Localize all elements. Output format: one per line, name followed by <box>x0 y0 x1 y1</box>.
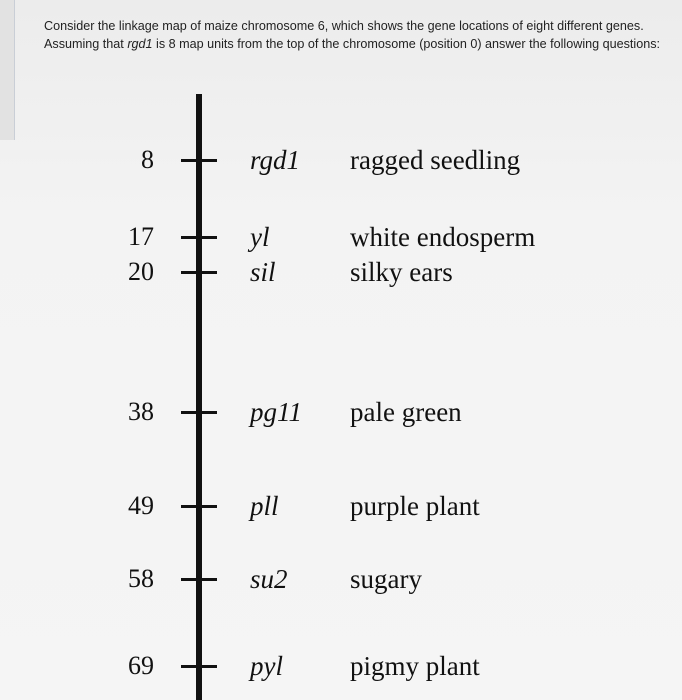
locus-position: 38 <box>128 397 154 426</box>
locus-phenotype: silky ears <box>350 257 453 287</box>
locus-position: 8 <box>141 145 154 174</box>
question-gene-reference: rgd1 <box>127 36 153 51</box>
locus-phenotype: pale green <box>350 397 462 427</box>
locus-phenotype: white endosperm <box>350 222 536 252</box>
locus-phenotype: pigmy plant <box>350 651 480 681</box>
locus-phenotype: ragged seedling <box>350 145 521 175</box>
locus-phenotype: purple plant <box>350 491 480 521</box>
locus-tick <box>181 578 217 581</box>
locus-tick <box>181 665 217 668</box>
locus-symbol: rgd1 <box>250 145 301 175</box>
chromosome-line <box>196 94 202 700</box>
locus-symbol: sil <box>250 257 276 287</box>
locus-position: 49 <box>128 491 154 520</box>
locus-tick <box>181 411 217 414</box>
locus-symbol: yl <box>250 222 270 252</box>
question-part-2: is 8 map units from the top of the chromosome (position 0) answer the following questions: <box>152 36 661 51</box>
locus-tick <box>181 236 217 239</box>
locus-tick <box>181 505 217 508</box>
locus-position: 69 <box>128 651 154 680</box>
question-part-1: Consider the linkage map of maize chromosome 6, which shows the gene locations of eight different genes. Assuming that <box>44 18 644 51</box>
locus-symbol: su2 <box>250 564 288 594</box>
locus-tick <box>181 159 217 162</box>
locus-position: 20 <box>128 257 154 286</box>
locus-symbol: pyl <box>250 651 283 681</box>
locus-symbol: pg11 <box>250 397 302 427</box>
locus-symbol: pll <box>250 491 279 521</box>
locus-position: 17 <box>128 222 154 251</box>
locus-phenotype: sugary <box>350 564 422 594</box>
locus-tick <box>181 271 217 274</box>
locus-position: 58 <box>128 564 154 593</box>
